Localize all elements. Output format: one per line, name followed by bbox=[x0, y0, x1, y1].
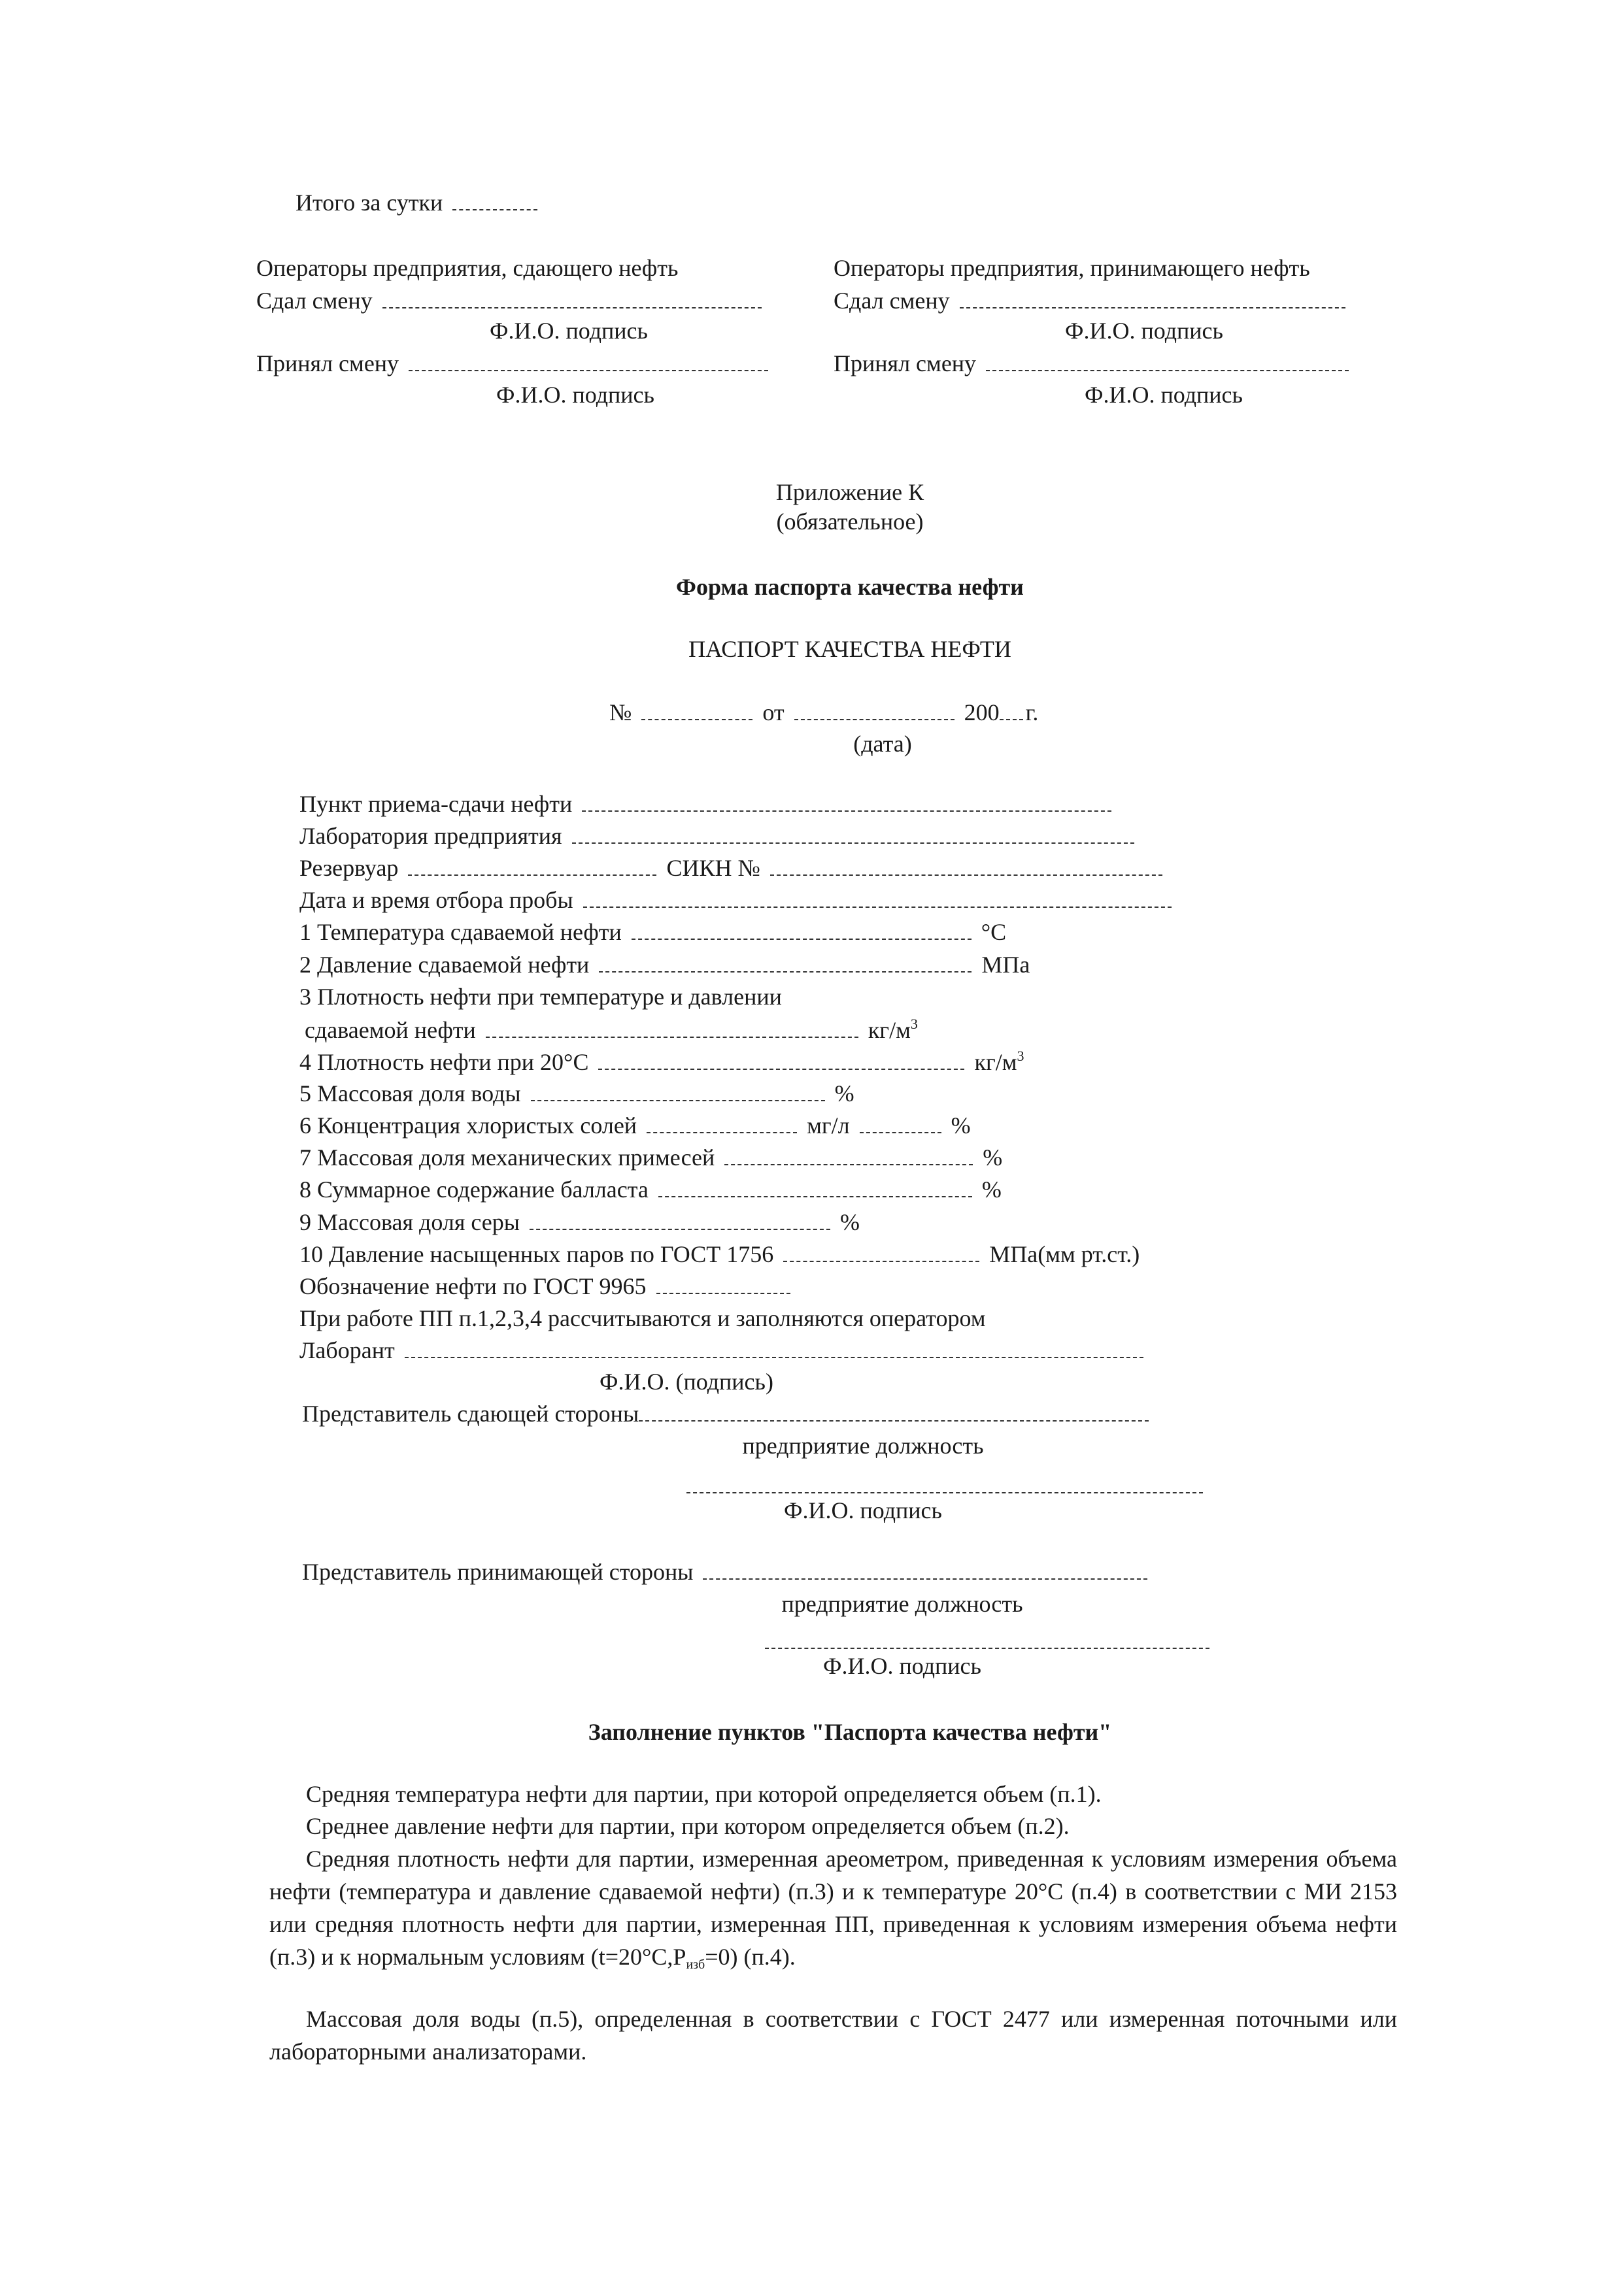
punkt-blank[interactable] bbox=[582, 810, 1111, 812]
oboznach-label: Обозначение нефти по ГОСТ 9965 bbox=[299, 1273, 647, 1299]
f7-pct: % bbox=[983, 1144, 1003, 1171]
laborant-blank[interactable] bbox=[405, 1357, 1143, 1358]
field-pred-prinimayushchey bbox=[302, 1560, 1151, 1584]
year-blank[interactable] bbox=[1000, 719, 1023, 720]
year-label: 200 bbox=[964, 699, 1000, 725]
rezervuar-blank[interactable] bbox=[408, 874, 656, 876]
pred-prinimayushchey-label: Представитель принимающей стороны bbox=[302, 1559, 694, 1585]
right-sdal-caption: Ф.И.О. подпись bbox=[1065, 318, 1223, 344]
f6-pct: % bbox=[951, 1112, 971, 1139]
pred-sdayushchey-signature-caption: Ф.И.О. подпись bbox=[784, 1497, 942, 1523]
passport-title: ПАСПОРТ КАЧЕСТВА НЕФТИ bbox=[688, 636, 1011, 662]
f2-label: 2 Давление сдаваемой нефти bbox=[299, 952, 590, 978]
f1-label: 1 Температура сдаваемой нефти bbox=[299, 919, 622, 945]
fill-paragraph-4 bbox=[269, 2003, 1397, 2068]
passport-number-row bbox=[609, 701, 1038, 724]
pred-prinimayushchey-caption: предприятие должность bbox=[781, 1591, 1023, 1617]
left-prinyal-label: Принял смену bbox=[256, 350, 399, 376]
left-prinyal-row bbox=[256, 352, 772, 375]
f4-unit-exp: 3 bbox=[1017, 1048, 1024, 1064]
field-4 bbox=[299, 1049, 1024, 1074]
fill-p4-text: Массовая доля воды (п.5), определенная в соответствии с ГОСТ 2477 или измеренная поточными или лабораторными анализаторами. bbox=[269, 2006, 1397, 2065]
f9-label: 9 Массовая доля серы bbox=[299, 1209, 520, 1235]
f3-unit: кг/м bbox=[868, 1017, 911, 1043]
fill-title: Заполнение пунктов "Паспорта качества нефти" bbox=[588, 1719, 1112, 1745]
date-caption: (дата) bbox=[853, 731, 912, 757]
f3-unit-exp: 3 bbox=[910, 1016, 918, 1032]
f9-pct: % bbox=[839, 1209, 860, 1235]
field-7 bbox=[299, 1146, 1002, 1169]
f6-blank-a[interactable] bbox=[647, 1132, 797, 1133]
right-sdal-row bbox=[834, 289, 1349, 312]
field-3b bbox=[305, 1017, 918, 1042]
pred-prinimayushchey-signature-line[interactable] bbox=[765, 1648, 1209, 1649]
field-8 bbox=[299, 1178, 1002, 1201]
f2-unit: МПа bbox=[981, 952, 1030, 978]
field-data-vremya bbox=[299, 888, 1175, 912]
field-laborant bbox=[299, 1339, 1147, 1362]
ot-label: от bbox=[762, 699, 785, 725]
pred-sdayushchey-caption: предприятие должность bbox=[742, 1433, 984, 1459]
year-suffix: г. bbox=[1025, 699, 1039, 725]
field-punkt bbox=[299, 792, 1115, 816]
oboznach-blank[interactable] bbox=[656, 1293, 790, 1294]
left-sdal-label: Сдал смену bbox=[256, 288, 373, 314]
fill-p2-text: Среднее давление нефти для партии, при котором определяется объем (п.2). bbox=[306, 1813, 1070, 1839]
f3-blank[interactable] bbox=[486, 1037, 858, 1038]
fill-paragraph-3 bbox=[269, 1842, 1397, 1981]
pred-prinimayushchey-blank[interactable] bbox=[703, 1578, 1147, 1580]
right-prinyal-blank[interactable] bbox=[986, 370, 1349, 371]
pred-prinimayushchey-signature-caption: Ф.И.О. подпись bbox=[823, 1653, 981, 1679]
pred-sdayushchey-label: Представитель сдающей стороны bbox=[302, 1401, 639, 1427]
field-5 bbox=[299, 1082, 854, 1105]
pred-sdayushchey-signature-line[interactable] bbox=[686, 1492, 1203, 1493]
data-vremya-blank[interactable] bbox=[583, 907, 1172, 908]
f10-blank[interactable] bbox=[783, 1261, 979, 1262]
lab-blank[interactable] bbox=[572, 842, 1134, 844]
fill-paragraph-2 bbox=[269, 1810, 1397, 1842]
field-lab bbox=[299, 824, 1138, 848]
f10-label: 10 Давление насыщенных паров по ГОСТ 1756 bbox=[299, 1241, 774, 1267]
data-vremya-label: Дата и время отбора пробы bbox=[299, 887, 573, 913]
f10-unit: МПа(мм рт.ст.) bbox=[989, 1241, 1140, 1267]
laborant-label: Лаборант bbox=[299, 1337, 395, 1363]
f3-label: сдаваемой нефти bbox=[305, 1017, 476, 1043]
f6-blank-b[interactable] bbox=[860, 1132, 941, 1133]
appendix-type: (обязательное) bbox=[776, 508, 924, 535]
f6-unit: мг/л bbox=[807, 1112, 850, 1139]
f5-blank[interactable] bbox=[531, 1100, 825, 1101]
number-blank[interactable] bbox=[641, 719, 752, 720]
fill-p3-sub: изб bbox=[686, 1957, 705, 1972]
itogo-blank[interactable] bbox=[452, 209, 537, 210]
field-3a: 3 Плотность нефти при температуре и давлении bbox=[299, 984, 782, 1010]
right-prinyal-caption: Ф.И.О. подпись bbox=[1085, 382, 1243, 408]
field-2 bbox=[299, 953, 1030, 976]
pred-sdayushchey-blank[interactable] bbox=[639, 1420, 1149, 1422]
itogo-label: Итого за сутки bbox=[296, 190, 443, 216]
field-6 bbox=[299, 1114, 971, 1137]
f4-unit: кг/м bbox=[974, 1049, 1017, 1075]
pri-rabote-note: При работе ПП п.1,2,3,4 рассчитываются и заполняются оператором bbox=[299, 1305, 986, 1331]
f6-label: 6 Концентрация хлористых солей bbox=[299, 1112, 637, 1139]
f4-label: 4 Плотность нефти при 20°С bbox=[299, 1049, 589, 1075]
f8-label: 8 Суммарное содержание балласта bbox=[299, 1176, 649, 1203]
f5-label: 5 Массовая доля воды bbox=[299, 1080, 521, 1106]
field-rezervuar bbox=[299, 856, 1166, 880]
sikn-label: СИКН № bbox=[666, 855, 760, 881]
lab-label: Лаборатория предприятия bbox=[299, 823, 562, 849]
field-9 bbox=[299, 1210, 860, 1234]
f7-blank[interactable] bbox=[724, 1164, 973, 1165]
f1-blank[interactable] bbox=[632, 939, 972, 940]
left-sdal-row bbox=[256, 289, 766, 312]
right-sdal-blank[interactable] bbox=[960, 307, 1345, 308]
fill-paragraph-1 bbox=[269, 1778, 1397, 1810]
right-operators-header: Операторы предприятия, принимающего нефть bbox=[834, 255, 1310, 281]
left-prinyal-blank[interactable] bbox=[409, 370, 768, 371]
rezervuar-label: Резервуар bbox=[299, 855, 399, 881]
number-label: № bbox=[609, 699, 632, 725]
date-blank[interactable] bbox=[794, 719, 955, 720]
itogo-row bbox=[296, 191, 541, 214]
f2-blank[interactable] bbox=[599, 971, 972, 973]
fill-p1-text: Средняя температура нефти для партии, при которой определяется объем (п.1). bbox=[306, 1781, 1102, 1807]
laborant-caption: Ф.И.О. (подпись) bbox=[600, 1369, 773, 1395]
appendix-title: Приложение К bbox=[775, 479, 924, 505]
left-prinyal-caption: Ф.И.О. подпись bbox=[496, 382, 654, 408]
left-sdal-caption: Ф.И.О. подпись bbox=[490, 318, 648, 344]
left-operators-header: Операторы предприятия, сдающего нефть bbox=[256, 255, 679, 281]
punkt-label: Пункт приема-сдачи нефти bbox=[299, 791, 573, 817]
f8-pct: % bbox=[981, 1176, 1002, 1203]
f7-label: 7 Массовая доля механических примесей bbox=[299, 1144, 715, 1171]
f1-unit: °С bbox=[981, 919, 1007, 945]
field-pred-sdayushchey bbox=[302, 1402, 1153, 1425]
sikn-blank[interactable] bbox=[770, 874, 1162, 876]
form-title: Форма паспорта качества нефти bbox=[676, 574, 1024, 600]
f4-blank[interactable] bbox=[598, 1069, 964, 1070]
left-sdal-blank[interactable] bbox=[382, 307, 762, 308]
f9-blank[interactable] bbox=[530, 1229, 830, 1230]
right-prinyal-row bbox=[834, 352, 1353, 375]
fill-p3-end: =0) (п.4). bbox=[705, 1944, 796, 1970]
field-10 bbox=[299, 1242, 1140, 1266]
right-prinyal-label: Принял смену bbox=[834, 350, 977, 376]
fill-p3-text: Средняя плотность нефти для партии, измеренная ареометром, приведенная к условиям измерения объема нефти (температура и давление сдаваемой нефти) (п.3) и к температуре 20°С (п.4) в соответствии с МИ 2153 или средняя плотность нефти для партии, измеренная ПП, приведенная к условиям измерения объема нефти (п.3) и к нормальным условиям (t=20°С,Р bbox=[269, 1846, 1397, 1970]
right-sdal-label: Сдал смену bbox=[834, 288, 950, 314]
field-oboznach bbox=[299, 1274, 794, 1298]
f5-unit: % bbox=[834, 1080, 854, 1106]
field-1 bbox=[299, 920, 1006, 944]
f8-blank[interactable] bbox=[658, 1196, 972, 1197]
